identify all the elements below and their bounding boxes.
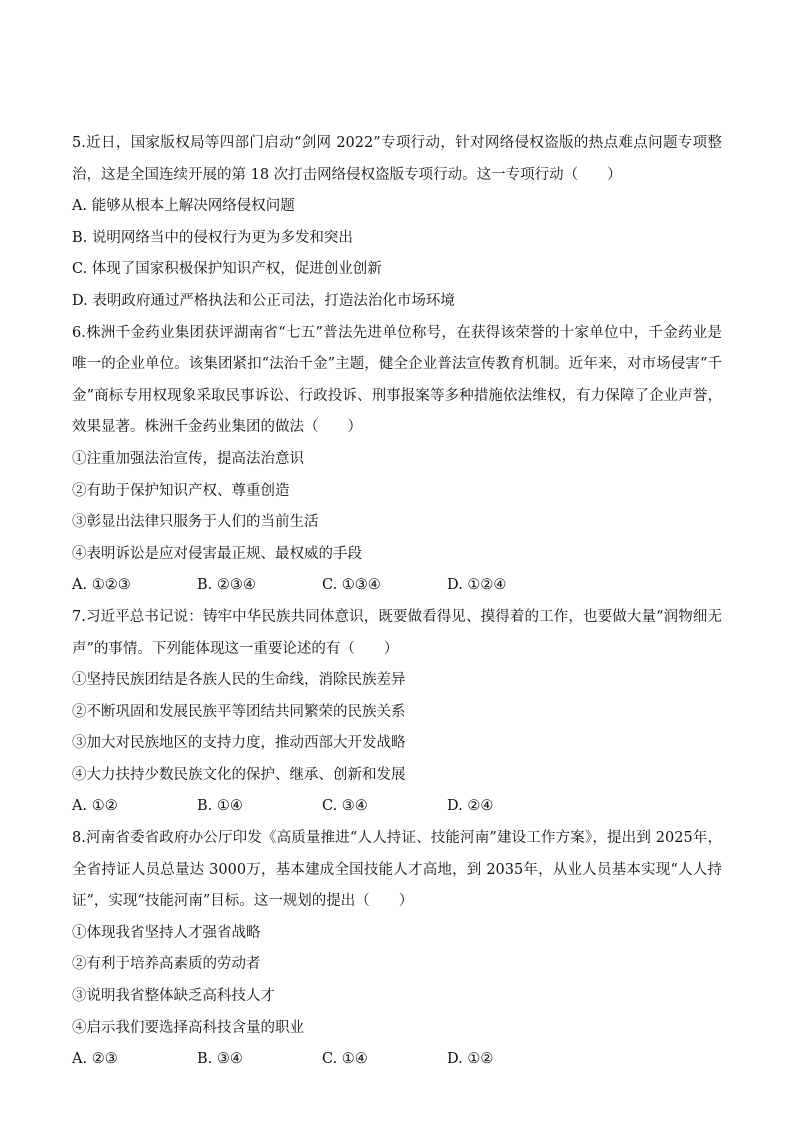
option-c: C. 体现了国家积极保护知识产权，促进创业创新 bbox=[72, 261, 382, 278]
option-c: C. ①④ bbox=[322, 1051, 368, 1068]
option-row bbox=[72, 791, 722, 823]
question-8 bbox=[72, 823, 722, 1076]
option-d: D. ①② bbox=[447, 1051, 494, 1068]
question-stem: 7.习近平总书记说：铸牢中华民族共同体意识，既要做看得见、摸得着的工作，也要做大量“润物细无声”的事情。下列能体现这一重要论述的有（ ） bbox=[72, 608, 722, 657]
option-a: A. 能够从根本上解决网络侵权问题 bbox=[72, 198, 295, 215]
question-5 bbox=[72, 128, 722, 318]
option-d: D. ①②④ bbox=[447, 577, 507, 594]
option-b: B. ③④ bbox=[197, 1051, 243, 1068]
option-a: A. ①② bbox=[72, 798, 118, 815]
statement-4: ④表明诉讼是应对侵害最正规、最权威的手段 bbox=[72, 545, 362, 562]
statement-4: ④启示我们要选择高科技含量的职业 bbox=[72, 1019, 304, 1036]
option-b: B. ②③④ bbox=[197, 577, 256, 594]
statement-2: ②有助于保护知识产权、尊重创造 bbox=[72, 482, 290, 499]
option-a: A. ①②③ bbox=[72, 577, 131, 594]
option-a: A. ②③ bbox=[72, 1051, 118, 1068]
option-d: D. ②④ bbox=[447, 798, 494, 815]
question-6 bbox=[72, 318, 722, 602]
statement-3: ③加大对民族地区的支持力度，推动西部大开发战略 bbox=[72, 735, 406, 752]
statement-1: ①注重加强法治宣传，提高法治意识 bbox=[72, 450, 304, 467]
question-stem: 8.河南省委省政府办公厅印发《高质量推进“人人持证、技能河南”建设工作方案》，提出到 2025年，全省持证人员总量达 3000万，基本建成全国技能人才高地，到 2035年，从业人员基本实现“人人持证”，实现“技能河南”目标。这一规划的提出（ ） bbox=[72, 830, 722, 910]
question-stem: 5.近日，国家版权局等四部门启动“剑网 2022”专项行动，针对网络侵权盗版的热点难点问题专项整治，这是全国连续开展的第 18 次打击网络侵权盗版专项行动。这一专项行动（ ） bbox=[72, 135, 722, 183]
question-7 bbox=[72, 602, 722, 823]
option-row bbox=[72, 1044, 722, 1076]
statement-1: ①坚持民族团结是各族人民的生命线，消除民族差异 bbox=[72, 672, 406, 689]
question-list bbox=[72, 128, 722, 1076]
statement-3: ③彰显出法律只服务于人们的当前生活 bbox=[72, 514, 319, 531]
statement-2: ②不断巩固和发展民族平等团结共同繁荣的民族关系 bbox=[72, 703, 406, 720]
statement-4: ④大力扶持少数民族文化的保护、继承、创新和发展 bbox=[72, 766, 406, 783]
option-b: B. 说明网络当中的侵权行为更为多发和突出 bbox=[72, 229, 353, 246]
option-d: D. 表明政府通过严格执法和公正司法，打造法治化市场环境 bbox=[72, 292, 455, 309]
option-row bbox=[72, 570, 722, 602]
option-c: C. ③④ bbox=[322, 798, 368, 815]
option-b: B. ①④ bbox=[197, 798, 243, 815]
statement-2: ②有利于培养高素质的劳动者 bbox=[72, 956, 261, 973]
option-c: C. ①③④ bbox=[322, 577, 381, 594]
statement-3: ③说明我省整体缺乏高科技人才 bbox=[72, 988, 275, 1005]
statement-1: ①体现我省坚持人才强省战略 bbox=[72, 924, 261, 941]
question-stem: 6.株洲千金药业集团获评湖南省“七五”普法先进单位称号，在获得该荣誉的十家单位中，千金药业是唯一的企业单位。该集团紧扣“法治千金”主题，健全企业普法宣传教育机制。近年来，对市场侵害“千金”商标专用权现象采取民事诉讼、行政投诉、刑事报案等多种措施依法维权，有力保障了企业声誉，效果显著。株洲千金药业集团的做法（ ） bbox=[72, 324, 722, 436]
